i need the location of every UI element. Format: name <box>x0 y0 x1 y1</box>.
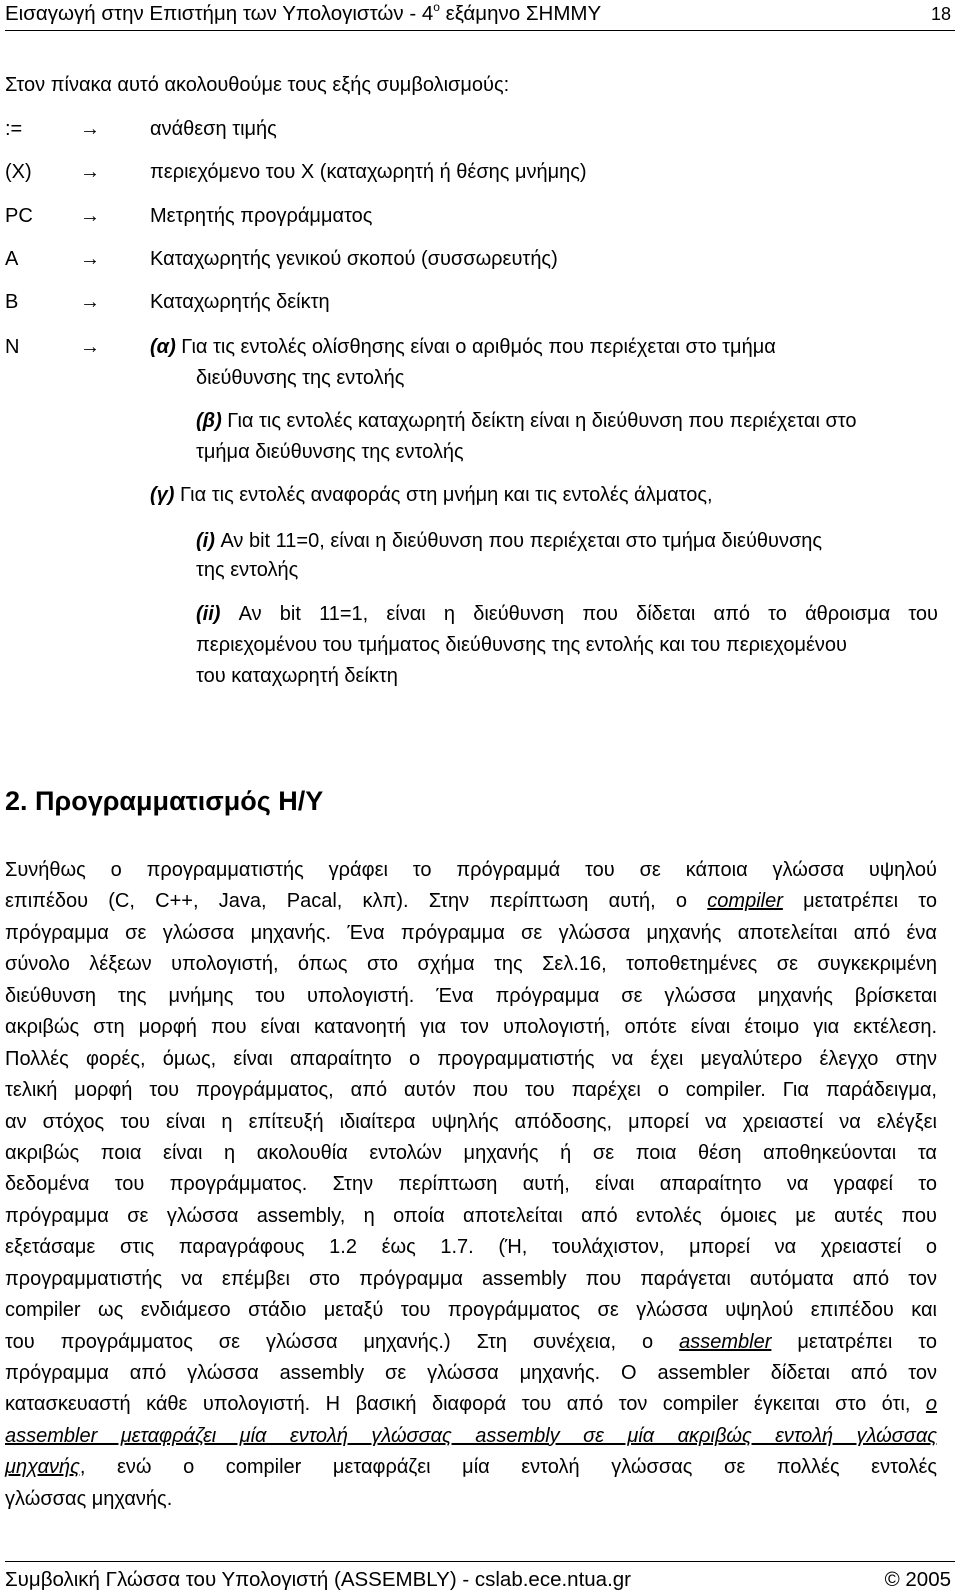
arrow-icon: → <box>80 161 100 183</box>
paragraph-line: μηχανής, ενώ ο compiler μεταφράζει μία εντολή γλώσσας σε πολλές εντολές <box>5 1456 937 1479</box>
paragraph-line: πρόγραμμα σε γλώσσα assembly, η οποία αποτελείται από εντολές όμοιες με αυτές που <box>5 1204 937 1227</box>
intro-text: Στον πίνακα αυτό ακολουθούμε τους εξής συμβολισμούς: <box>5 74 510 96</box>
paragraph-line: εξετάσαμε στις παραγράφους 1.2 έως 1.7. (Ή, τουλάχιστον, μπορεί να χρειαστεί ο <box>5 1236 937 1259</box>
symbol-description: ανάθεση τιμής <box>150 118 277 140</box>
symbol: PC <box>5 205 33 227</box>
arrow-icon: → <box>80 205 100 227</box>
paragraph-line: αν στόχος του είναι η επίτευξή ιδιαίτερα υψηλής απόδοσης, μπορεί να χρειαστεί να ελέγξει <box>5 1110 937 1133</box>
paragraph-line: κατασκευαστή κάθε υπολογιστή. Η βασική διαφορά του από τον compiler έγκειται στο ότι, ο <box>5 1393 938 1416</box>
case-b-line: (β) Για τις εντολές καταχωρητή δείκτη είναι η διεύθυνση που περιέχεται στο <box>196 410 857 432</box>
case-a-line: διεύθυνσης της εντολής <box>196 367 405 389</box>
footer-copyright: © 2005 <box>884 1568 951 1591</box>
symbol: B <box>5 291 19 313</box>
page-footer <box>5 1561 955 1594</box>
symbol: (X) <box>5 161 32 183</box>
case-ii-line: του καταχωρητή δείκτη <box>196 665 398 687</box>
assembler-term: assembler <box>679 1330 772 1353</box>
arrow-icon: → <box>80 248 100 270</box>
symbol-description: Καταχωρητής γενικού σκοπού (συσσωρευτής) <box>150 248 558 270</box>
paragraph-line: πρόγραμμα από γλώσσα assembly σε γλώσσα μηχανής. Ο assembler δίδεται από τον <box>5 1362 937 1384</box>
paragraph-line: σύνολο λέξεων υπολογιστή, όπως στο σχήμα της Σελ.16, τοποθετημένες σε συγκεκριμένη <box>5 953 937 976</box>
paragraph-line: τελική μορφή του προγράμματος, από αυτόν που του παρέχει ο compiler. Για παράδειγμα, <box>5 1079 937 1102</box>
arrow-icon: → <box>80 336 100 358</box>
paragraph-line: του προγράμματος σε γλώσσα μηχανής.) Στη συνέχεια, ο assembler μετατρέπει το <box>5 1330 938 1353</box>
symbol-description: περιεχόμενο του X (καταχωρητή ή θέσης μνήμης) <box>150 161 587 183</box>
symbol: A <box>5 248 19 270</box>
paragraph-line <box>5 1421 937 1452</box>
case-c-line: (γ) Για τις εντολές αναφοράς στη μνήμη και τις εντολές άλματος, <box>150 484 713 506</box>
emphasized-definition: assembler μεταφράζει μία εντολή γλώσσας assembly σε μία ακριβώς εντολή γλώσσας <box>5 1424 937 1447</box>
symbol-description: Καταχωρητής δείκτη <box>150 291 330 313</box>
symbol: := <box>5 118 23 140</box>
paragraph-line: Συνήθως ο προγραμματιστής γράφει το πρόγραμμά του σε κάποια γλώσσα υψηλού <box>5 859 937 881</box>
arrow-icon: → <box>80 118 100 140</box>
case-i-line: της εντολής <box>196 559 299 581</box>
case-ii-line: (ii) Αν bit 11=1, είναι η διεύθυνση που δίδεται από το άθροισμα του <box>196 603 938 625</box>
section-heading: 2. Προγραμματισμός Η/Υ <box>5 786 324 816</box>
case-b-line: τμήμα διεύθυνσης της εντολής <box>196 441 464 463</box>
paragraph-line: επιπέδου (C, C++, Java, Pacal, κλπ). Στην περίπτωση αυτή, ο compiler μετατρέπει το <box>5 890 937 913</box>
paragraph-line: Πολλές φορές, όμως, είναι απαραίτητο ο προγραμματιστής να έχει μεγαλύτερο έλεγχο στην <box>5 1047 937 1070</box>
paragraph-line: γλώσσας μηχανής. <box>5 1487 173 1510</box>
symbol: N <box>5 336 20 358</box>
body-paragraph <box>5 855 937 1515</box>
page-number: 18 <box>930 4 951 24</box>
page-header <box>5 0 955 31</box>
symbol-description: Μετρητής προγράμματος <box>150 205 373 227</box>
case-a-line: (α) Για τις εντολές ολίσθησης είναι ο αριθμός που περιέχεται στο τμήμα <box>150 336 776 358</box>
arrow-icon: → <box>80 291 100 313</box>
paragraph-line: δεδομένα του προγράμματος. Στην περίπτωση αυτή, είναι απαραίτητο να γραφεί το <box>5 1173 937 1196</box>
paragraph-line: προγραμματιστής να επέμβει στο πρόγραμμα assembly που παράγεται αυτόματα από τον <box>5 1267 937 1290</box>
compiler-term: compiler <box>707 890 783 913</box>
paragraph-line: πρόγραμμα σε γλώσσα μηχανής. Ένα πρόγραμμα σε γλώσσα μηχανής αποτελείται από ένα <box>5 921 937 944</box>
paragraph-line: διεύθυνση της μνήμης του υπολογιστή. Ένα πρόγραμμα σε γλώσσα μηχανής βρίσκεται <box>5 984 937 1007</box>
case-ii-line: περιεχομένου του τμήματος διεύθυνσης της εντολής και του περιεχομένου <box>196 634 847 656</box>
paragraph-line: compiler ως ενδιάμεσο στάδιο μεταξύ του προγράμματος σε γλώσσα υψηλού επιπέδου και <box>5 1299 937 1322</box>
case-i-line: (i) Αν bit 11=0, είναι η διεύθυνση που περιέχεται στο τμήμα διεύθυνσης <box>196 530 823 552</box>
paragraph-line: ακριβώς ποια είναι η ακολουθία εντολών μηχανής ή σε ποια θέση αποθηκεύονται τα <box>5 1141 937 1164</box>
paragraph-line: ακριβώς στη μορφή που είναι κατανοητή για τον υπολογιστή, οπότε είναι έτοιμο για εκτέλεση. <box>5 1016 937 1039</box>
footer-title: Συμβολική Γλώσσα του Υπολογιστή (ASSEMBLY) - cslab.ece.ntua.gr <box>5 1568 632 1591</box>
header-title: Εισαγωγή στην Επιστήμη των Υπολογιστών - $4^o$ εξάμηνο ΣΗΜΜΥ <box>5 0 602 25</box>
